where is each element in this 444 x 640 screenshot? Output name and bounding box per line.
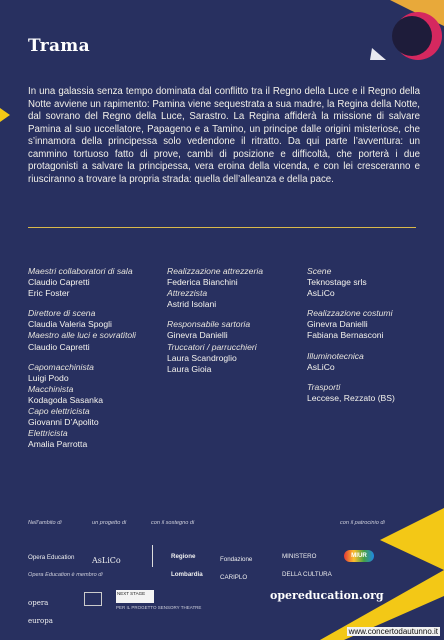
regione-lombardia-logo: Regione Lombardia <box>152 545 212 567</box>
credit-role: Capo elettricista <box>28 406 90 417</box>
credit-role: Direttore di scena <box>28 308 96 319</box>
credits-gap <box>307 373 427 382</box>
opera-education-logo: Opera Education <box>28 554 75 561</box>
credit-name: Teknostage srls <box>307 277 367 288</box>
progetto-label: un progetto di <box>92 520 127 526</box>
credits-gap <box>28 299 168 308</box>
credits-column-2 <box>167 266 297 375</box>
credit-name: Federica Bianchini <box>167 277 238 288</box>
credit-name: Leccese, Rezzato (BS) <box>307 392 395 403</box>
credit-name: Ginevra Danielli <box>307 319 368 330</box>
credit-role: Macchinista <box>28 383 74 394</box>
cariplo-logo: Fondazione CARIPLO <box>220 556 253 581</box>
small-triangle-left <box>0 108 10 122</box>
credit-name: Astrid Isolani <box>167 299 217 310</box>
credits-gap <box>28 353 168 362</box>
membro-label: Opera Education è membro di <box>28 572 103 578</box>
credit-name: Laura Scandroglio <box>167 352 237 363</box>
aslico-logo: AsLiCo <box>92 556 121 565</box>
credit-name: Giovanni D’Apolito <box>28 417 99 428</box>
credit-name: Fabiana Bernasconi <box>307 330 384 341</box>
credit-role: Elettricista <box>28 428 68 439</box>
credit-role: Maestri collaboratori di sala <box>28 266 133 276</box>
corner-decoration-top <box>330 0 444 60</box>
credits-column-3 <box>307 266 427 404</box>
credit-role: Attrezzista <box>167 288 208 299</box>
photo-credit: www.concertodautunno.it <box>348 627 438 636</box>
credit-role: Responsabile sartoria <box>167 319 251 330</box>
credits-gap <box>167 310 297 319</box>
sponsors-footer <box>0 512 444 640</box>
plot-paragraph: In una galassia senza tempo dominata dal conflitto tra il Regno della Luce e il Regno della Notte avviene un rapimento: Pamina viene sequestrata a sua madre, la Regina della Notte, dal sovrano del Regno della Luce, Sarastro. La Regina affiderà la missione di salvare Pamina al suo uccellatore, Papageno e a Tamino, un principe dalle origini misteriose, che s’innamora della principessa solo vedendone il ritratto. Da qui parte l’avventura: un cammino tortuoso fatto di prove, cambi di posizione e difficoltà, che porterà i due protagonisti a salvare la principessa, vera eroina della vicenda, e con lei cresceranno e riusciranno a trovare la propria strada: quella dell’alleanza e della pace. <box>28 86 420 185</box>
credit-name: Luigi Podo <box>28 372 69 383</box>
divider-line <box>28 227 416 228</box>
credit-role: Capomacchinista <box>28 361 94 372</box>
credits-column-1 <box>28 266 168 450</box>
small-logo <box>84 592 102 606</box>
credit-name: Claudio Capretti <box>28 277 90 288</box>
website-text: opereducation.org <box>270 589 384 602</box>
next-stage-box: NEXT STAGE <box>116 590 154 603</box>
sensory-theatre-text: PER IL PROGETTO SENSORY THEATRE <box>116 605 202 610</box>
patrocinio-label: con il patrocinio di <box>340 520 385 526</box>
credit-name: Ginevra Danielli <box>167 330 228 341</box>
credit-role: Maestro alle luci e sovratitoli <box>28 330 136 341</box>
credit-name: AsLiCo <box>307 288 335 299</box>
credit-role: Realizzazione costumi <box>307 308 393 319</box>
credit-name: Claudia Valeria Spogli <box>28 319 112 330</box>
credits-gap <box>307 299 427 308</box>
credit-role: Truccatori / parrucchieri <box>167 341 257 352</box>
credit-name: Amalia Parrotta <box>28 439 88 450</box>
ministero-cultura-logo: MINISTERO DELLA CULTURA <box>282 553 332 578</box>
credit-role: Illuminotecnica <box>307 350 364 361</box>
credit-role: Realizzazione attrezzeria <box>167 266 264 276</box>
credit-role: Trasporti <box>307 381 341 392</box>
ambito-label: Nell’ambito di <box>28 520 62 526</box>
miur-logo: MIUR <box>344 550 374 562</box>
opera-europa-logo: opera europa <box>28 599 53 625</box>
sostegno-label: con il sostegno di <box>151 520 195 526</box>
credit-name: Kodagoda Sasanka <box>28 394 104 405</box>
credit-name: AsLiCo <box>307 361 335 372</box>
credits-gap <box>307 342 427 351</box>
credit-name: Claudio Capretti <box>28 341 90 352</box>
credit-name: Eric Foster <box>28 288 70 299</box>
page-title: Trama <box>28 36 90 56</box>
credit-name: Laura Gioia <box>167 363 212 374</box>
credit-role: Scene <box>307 266 332 276</box>
